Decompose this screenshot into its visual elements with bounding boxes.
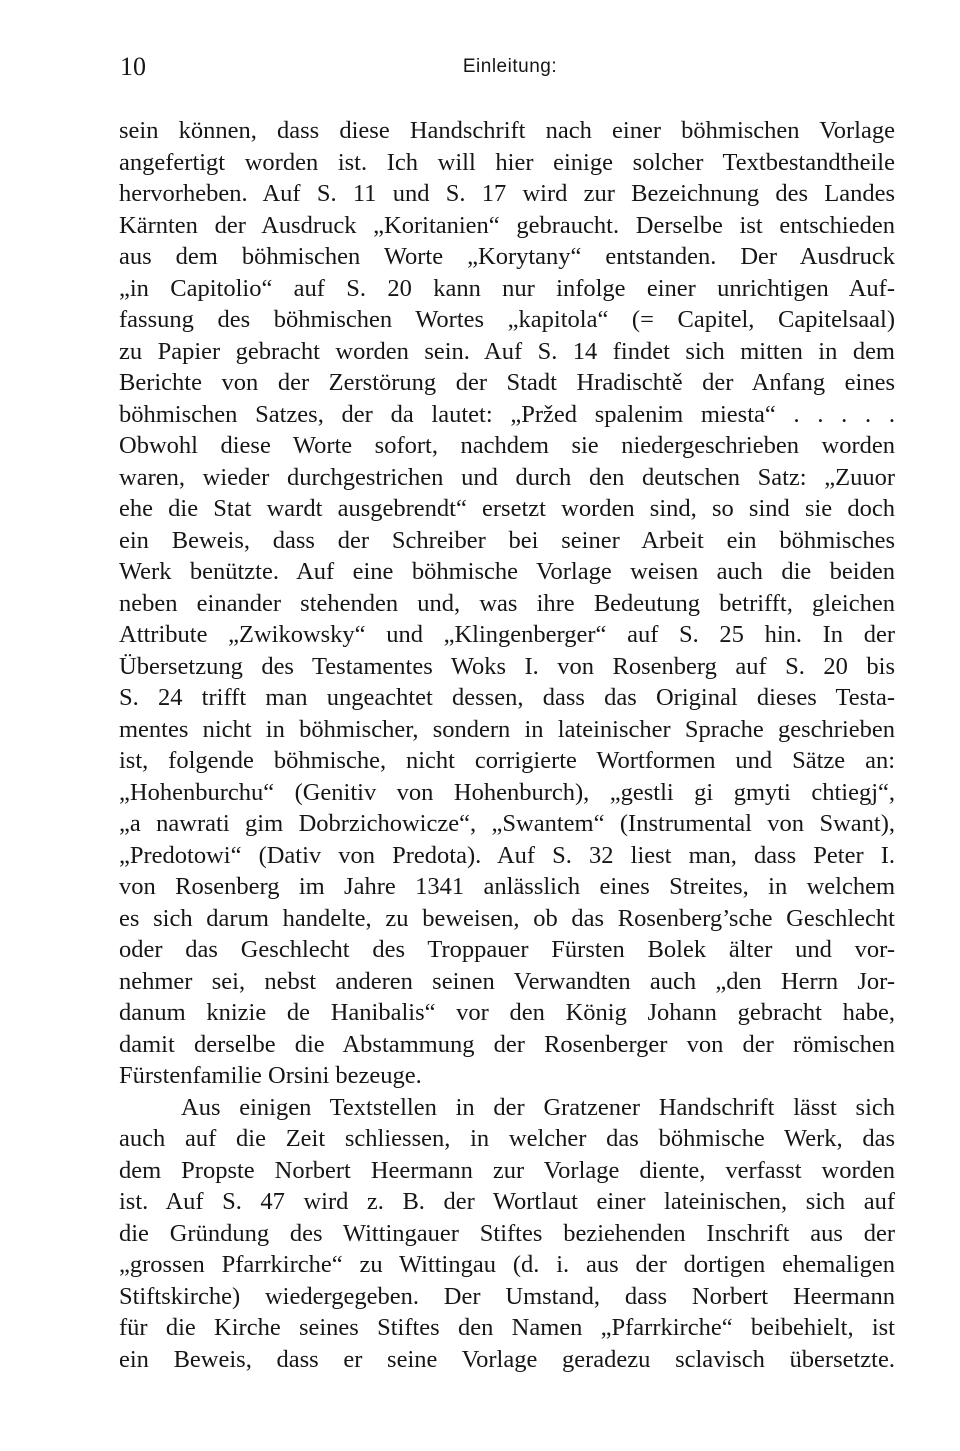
text-line: Fürstenfamilie Orsini bezeuge. [119,1062,422,1089]
text-line: fassung des böhmischen Wortes „kapitola“ (= Capitel, Capitelsaal) [119,306,895,333]
text-line: Obwohl diese Worte sofort, nachdem sie niedergeschrieben worden [119,432,895,459]
page-number: 10 [120,52,146,81]
text-line: „a nawrati gim Dobrzichowicze“, „Swantem“ (Instrumental von Swant), [119,810,895,837]
text-line: die Gründung des Wittingauer Stiftes beziehenden Inschrift aus der [119,1219,895,1247]
text-line: Attribute „Zwikowsky“ und „Klingenberger“ auf S. 25 hin. In der [119,621,895,648]
text-line: danum knizie de Hanibalis“ vor den König Johann gebracht habe, [119,999,895,1026]
text-line: Werk benützte. Auf eine böhmische Vorlage weisen auch die beiden [119,558,895,585]
text-line: waren, wieder durchgestrichen und durch den deutschen Satz: „Zuuor [119,463,895,491]
text-line: damit derselbe die Abstammung der Rosenberger von der römischen [119,1030,895,1058]
text-line: für die Kirche seines Stiftes den Namen „Pfarrkirche“ beibehielt, ist [119,1314,895,1341]
text-line: auch auf die Zeit schliessen, in welcher das böhmische Werk, das [119,1125,895,1152]
body-text [119,115,895,1375]
text-line: neben einander stehenden und, was ihre Bedeutung betrifft, gleichen [119,589,895,617]
text-line: nehmer sei, nebst anderen seinen Verwandten auch „den Herrn Jor- [119,967,895,995]
text-line: ein Beweis, dass der Schreiber bei seiner Arbeit ein böhmisches [119,526,895,554]
text-line: „Predotowi“ (Dativ von Predota). Auf S. 32 liest man, dass Peter I. [119,841,895,869]
paragraph-2 [119,1092,895,1376]
text-line: „grossen Pfarrkirche“ zu Wittingau (d. i. aus der dortigen ehemaligen [119,1251,895,1278]
text-line: hervorheben. Auf S. 11 und S. 17 wird zur Bezeichnung des Landes [119,180,895,207]
text-line: von Rosenberg im Jahre 1341 anlässlich eines Streites, in welchem [119,873,895,900]
text-line: mentes nicht in böhmischer, sondern in lateinischer Sprache geschrieben [119,715,895,743]
text-line: Stiftskirche) wiedergegeben. Der Umstand, dass Norbert Heermann [119,1282,895,1310]
paragraph-1 [119,115,895,1092]
text-line: Kärnten der Ausdruck „Koritanien“ gebraucht. Derselbe ist entschieden [119,211,895,239]
text-line: S. 24 trifft man ungeachtet dessen, dass das Original dieses Testa- [119,684,895,711]
text-line: böhmischen Satzes, der da lautet: „Pržed spalenim miesta“ . . . . . [119,400,895,428]
text-line: Übersetzung des Testamentes Woks I. von Rosenberg auf S. 20 bis [119,652,895,680]
text-line: ehe die Stat wardt ausgebrendt“ ersetzt worden sind, so sind sie doch [119,495,895,522]
text-line: aus dem böhmischen Worte „Korytany“ entstanden. Der Ausdruck [119,243,895,270]
text-line: zu Papier gebracht worden sein. Auf S. 14 findet sich mitten in dem [119,337,895,365]
text-line: Aus einigen Textstellen in der Gratzener Handschrift lässt sich [181,1093,895,1121]
text-line: Berichte von der Zerstörung der Stadt Hradischtě der Anfang eines [119,369,895,396]
text-line: es sich darum handelte, zu beweisen, ob das Rosenberg’sche Geschlecht [119,904,895,932]
text-line: oder das Geschlecht des Troppauer Fürsten Bolek älter und vor- [119,936,895,963]
text-line: sein können, dass diese Handschrift nach einer böhmischen Vorlage [119,117,895,144]
running-head: Einleitung: [462,56,558,77]
text-line: ist, folgende böhmische, nicht corrigierte Wortformen und Sätze an: [119,747,895,774]
text-line: angefertigt worden ist. Ich will hier einige solcher Textbestandtheile [119,148,895,176]
text-line: dem Propste Norbert Heermann zur Vorlage diente, verfasst worden [119,1156,895,1184]
text-line: „in Capitolio“ auf S. 20 kann nur infolge einer unrichtigen Auf- [119,274,895,302]
text-line: ist. Auf S. 47 wird z. B. der Wortlaut einer lateinischen, sich auf [119,1188,895,1215]
text-line: ein Beweis, dass er seine Vorlage geradezu sclavisch übersetzte. [119,1345,895,1373]
text-line: „Hohenburchu“ (Genitiv von Hohenburch), „gestli gi gmyti chtiegj“, [119,778,895,806]
